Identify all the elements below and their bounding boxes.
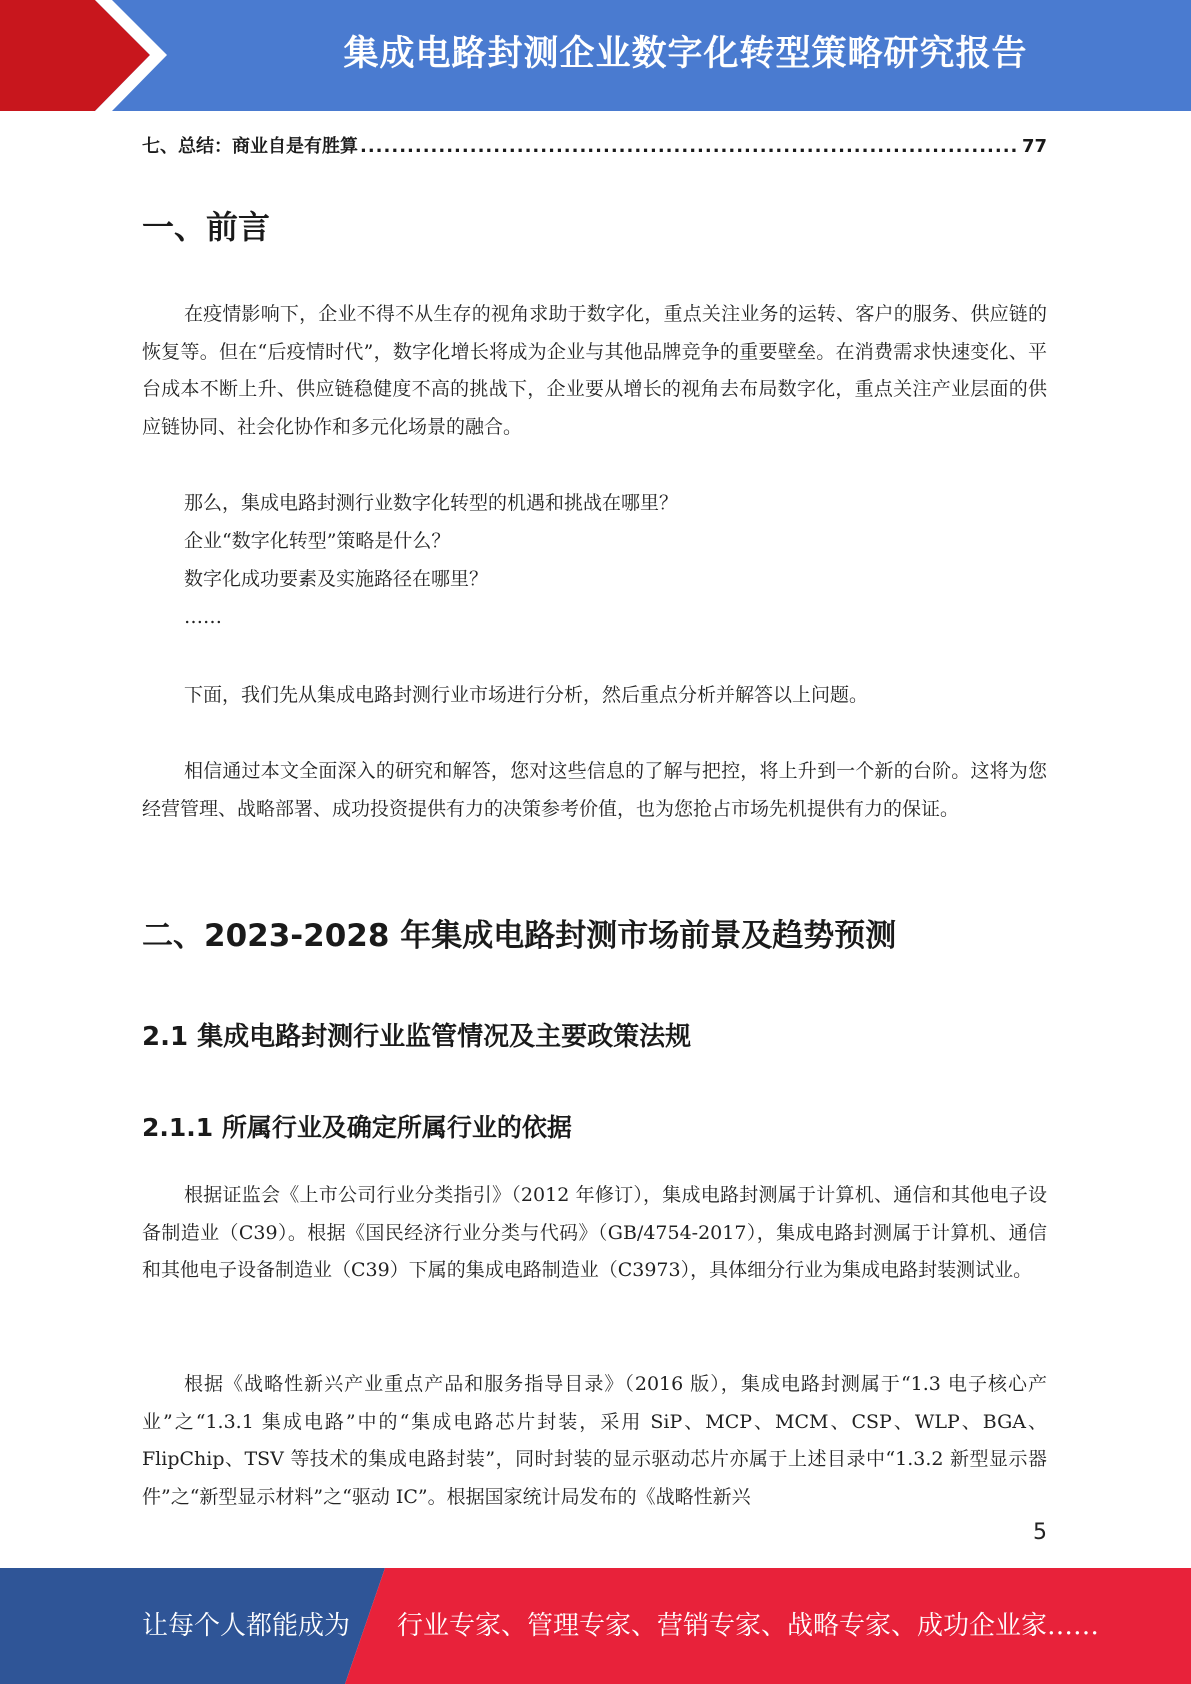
preface-paragraph-2: 下面，我们先从集成电路封测行业市场进行分析，然后重点分析并解答以上问题。 xyxy=(184,684,869,706)
question-line-2: 企业“数字化转型”策略是什么？ xyxy=(184,530,451,552)
toc-entry-label: 七、总结：商业自是有胜算 xyxy=(142,136,358,157)
toc-leader-dots xyxy=(360,136,1020,157)
preface-heading: 一、前言 xyxy=(142,208,271,246)
preface-paragraph-1: 在疫情影响下，企业不得不从生存的视角求助于数字化，重点关注业务的运转、客户的服务、供应链的恢复等。但在“后疫情时代”，数字化增长将成为企业与其他品牌竞争的重要壁垒。在消费需求快速变化、平台成本不断上升、供应链稳健度不高的挑战下，企业要从增长的视角去布局数字化，重点关注产业层面的供应链协同、社会化协作和多元化场景的融合。 xyxy=(142,303,1047,438)
page-footer xyxy=(0,1568,1191,1684)
question-ellipsis: …… xyxy=(184,606,222,628)
section-2-1-1-heading: 2.1.1 所属行业及确定所属行业的依据 xyxy=(142,1113,572,1142)
page-header xyxy=(0,0,1191,111)
toc-entry[interactable] xyxy=(142,132,1047,158)
preface-paragraph-3: 相信通过本文全面深入的研究和解答，您对这些信息的了解与把控，将上升到一个新的台阶。这将为您经营管理、战略部署、成功投资提供有力的决策参考价值，也为您抢占市场先机提供有力的保证。 xyxy=(142,760,1047,820)
footer-slogan-left: 让每个人都能成为 xyxy=(142,1611,351,1641)
section-2-1-heading: 2.1 集成电路封测行业监管情况及主要政策法规 xyxy=(142,1022,692,1052)
footer-slogan-right: 行业专家、管理专家、营销专家、战略专家、成功企业家…… xyxy=(397,1611,1100,1641)
page-number: 5 xyxy=(1033,1520,1047,1545)
report-title: 集成电路封测企业数字化转型策略研究报告 xyxy=(343,34,1028,74)
question-line-1: 那么，集成电路封测行业数字化转型的机遇和挑战在哪里？ xyxy=(184,492,679,514)
section-2-1-1-paragraph-1: 根据证监会《上市公司行业分类指引》（2012 年修订），集成电路封测属于计算机、通信和其他电子设备制造业（C39）。根据《国民经济行业分类与代码》（GB/4754-2017），集成电路封测属于计算机、通信和其他电子设备制造业（C39）下属的集成电路制造业（C3973），具体细分行业为集成电路封装测试业。 xyxy=(142,1184,1047,1281)
section-2-1-1-paragraph-2: 根据《战略性新兴产业重点产品和服务指导目录》（2016 版），集成电路封测属于“1.3 电子核心产业”之“1.3.1 集成电路”中的“集成电路芯片封装，采用 SiP、MCP、MCM、CSP、WLP、BGA、FlipChip、TSV 等技术的集成电路封装”，同时封装的显示驱动芯片亦属于上述目录中“1.3.2 新型显示器件”之“新型显示材料”之“驱动 IC”。根据国家统计局发布的《战略性新兴 xyxy=(142,1373,1047,1508)
toc-entry-page: 77 xyxy=(1021,136,1047,157)
chapter-2-heading: 二、2023-2028 年集成电路封测市场前景及趋势预测 xyxy=(142,918,897,954)
question-line-3: 数字化成功要素及实施路径在哪里？ xyxy=(184,568,489,590)
